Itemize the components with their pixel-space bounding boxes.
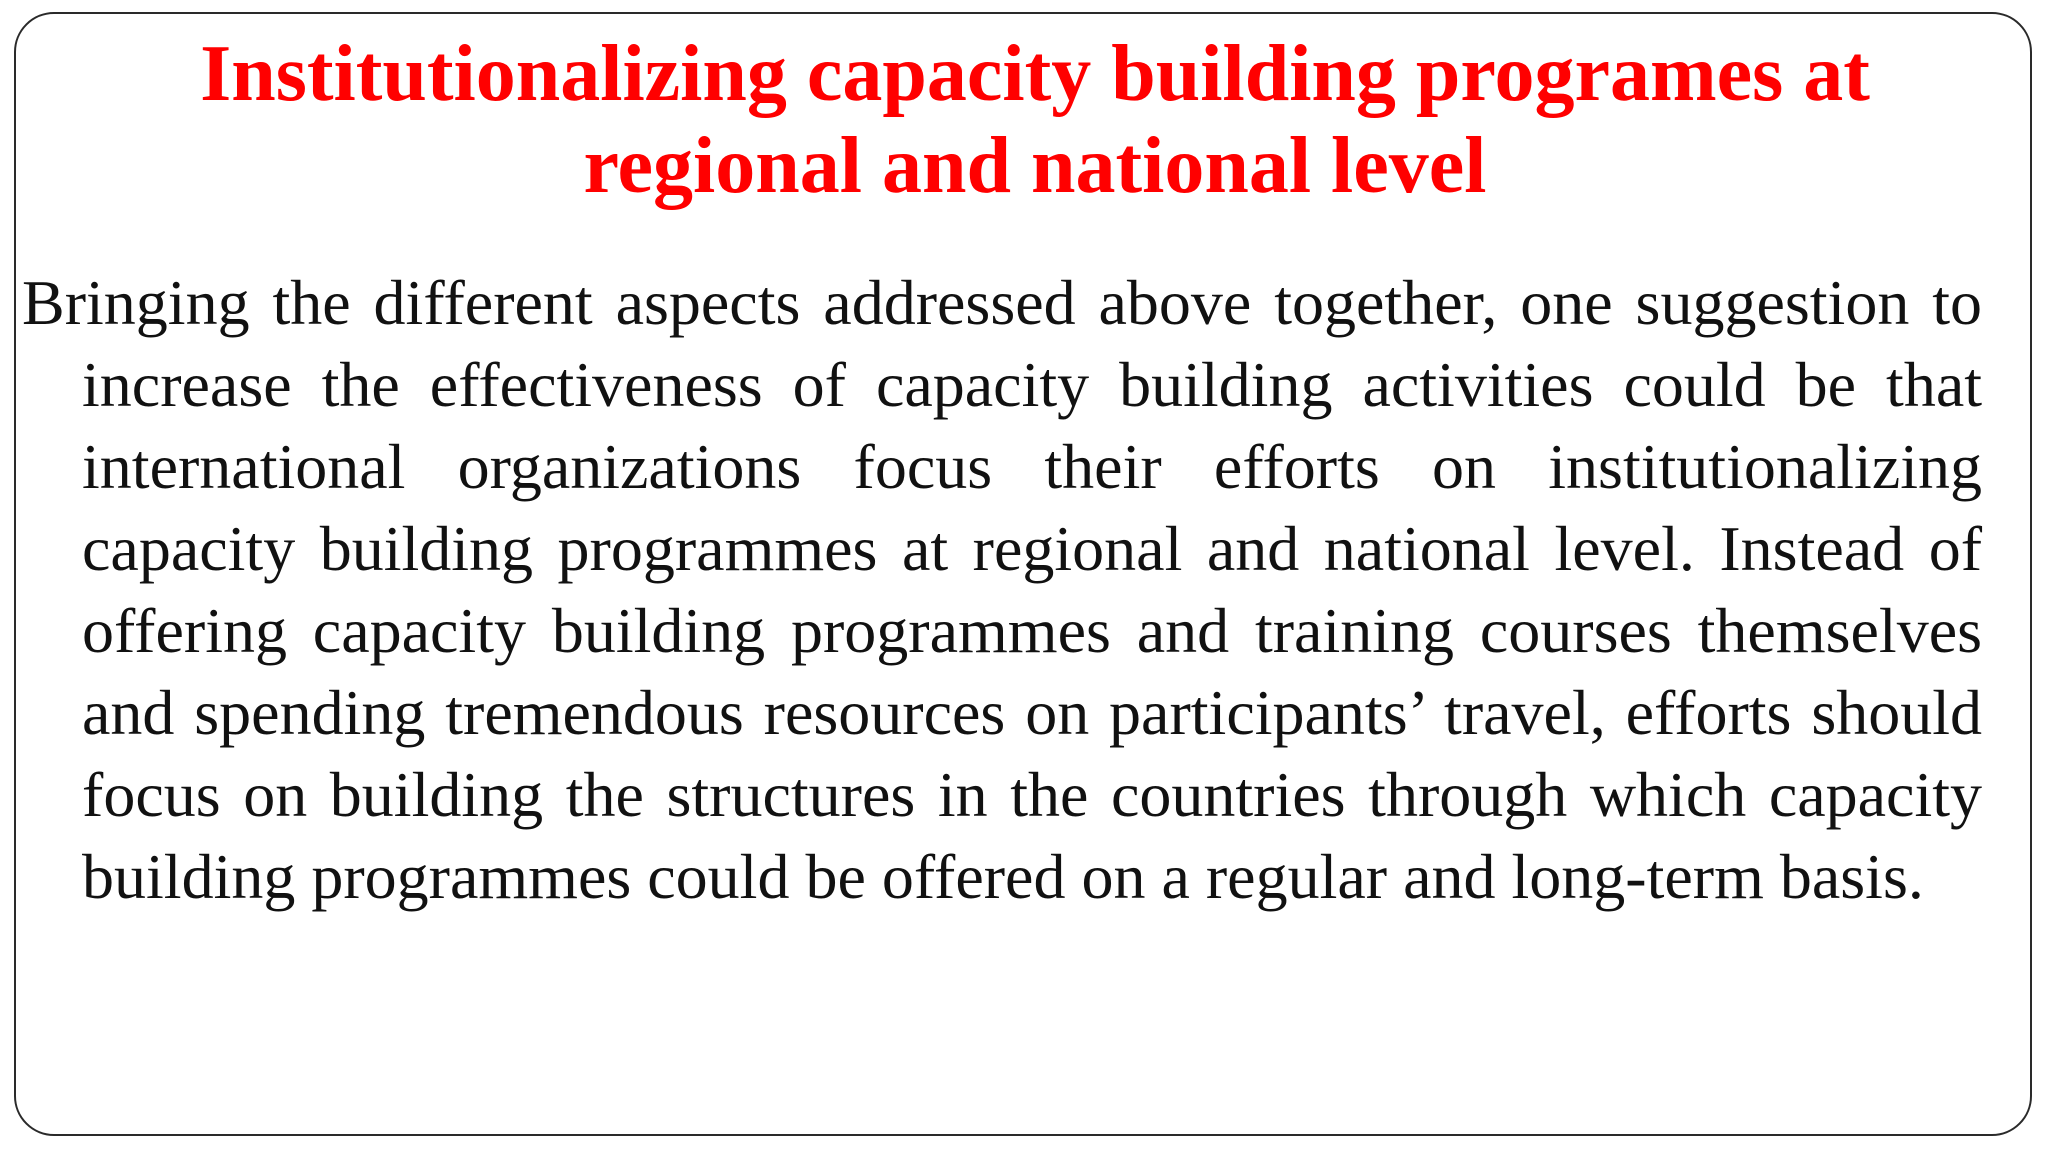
slide-title: Institutionalizing capacity building programes at regional and national level <box>200 30 1870 210</box>
slide-body-paragraph: Bringing the different aspects addressed above together, one suggestion to increase the effectiveness of capacity building activities could be that international organizations focus their efforts on institutionalizing capacity building programmes at regional and national level. Instead of offering capacity building programmes and training courses themselves and spending tremendous resources on participants’ travel, efforts should focus on building the structures in the countries through which capacity building programmes could be offered on a regular and long-term basis. <box>22 267 1982 912</box>
